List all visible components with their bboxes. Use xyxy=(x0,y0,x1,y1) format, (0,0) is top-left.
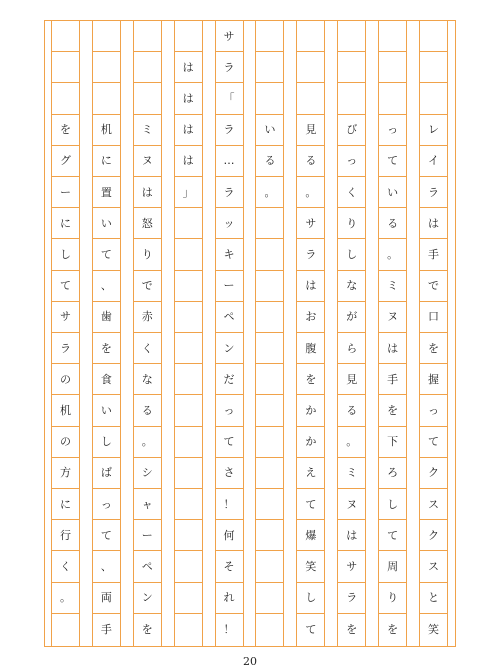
grid-cell: て xyxy=(297,489,324,520)
grid-cell xyxy=(256,614,283,645)
grid-cell: っ xyxy=(338,146,365,177)
grid-cell: ミ xyxy=(338,458,365,489)
grid-cell xyxy=(175,489,202,520)
grid-cell: は xyxy=(338,520,365,551)
grid-cell: て xyxy=(93,520,120,551)
grid-cell xyxy=(338,83,365,114)
grid-cell xyxy=(256,427,283,458)
grid-cell: り xyxy=(134,239,161,270)
grid-cell: 握 xyxy=(420,364,447,395)
grid-cell xyxy=(379,21,406,52)
grid-cell: れ xyxy=(216,583,243,614)
grid-cell xyxy=(420,52,447,83)
grid-cell xyxy=(175,271,202,302)
grid-cell: ャ xyxy=(134,489,161,520)
grid-cell: 。 xyxy=(134,427,161,458)
grid-cell: 手 xyxy=(100,622,112,636)
grid-cell: の xyxy=(52,364,79,395)
grid-cell: か xyxy=(297,427,324,458)
grid-cell: 手 xyxy=(379,364,406,395)
grid-cell: っ xyxy=(420,395,447,426)
grid-cell: る xyxy=(134,395,161,426)
grid-cell: し xyxy=(338,239,365,270)
grid-cell: ろ xyxy=(379,458,406,489)
grid-cell: し xyxy=(379,489,406,520)
grid-cell: … xyxy=(216,146,243,177)
grid-cell: ミ xyxy=(379,271,406,302)
grid-cell: ー xyxy=(52,177,79,208)
grid-cell: シ xyxy=(134,458,161,489)
grid-cell: を xyxy=(52,115,79,146)
grid-cell: 」 xyxy=(175,177,202,208)
grid-cell xyxy=(420,83,447,114)
grid-cell xyxy=(93,83,120,114)
grid-cell: ヌ xyxy=(338,489,365,520)
grid-cell: サ xyxy=(52,302,79,333)
grid-cell: し xyxy=(52,239,79,270)
grid-cell: 見 xyxy=(338,364,365,395)
grid-cell: ス xyxy=(420,489,447,520)
grid-cell xyxy=(256,583,283,614)
grid-cell xyxy=(256,21,283,52)
grid-cell: ラ xyxy=(338,583,365,614)
grid-cell: ら xyxy=(338,333,365,364)
grid-cell: ー xyxy=(134,520,161,551)
grid-cell xyxy=(256,458,283,489)
grid-cell: ラ xyxy=(216,52,243,83)
grid-cell: の xyxy=(52,427,79,458)
grid-cell: サ xyxy=(338,551,365,582)
grid-cell: び xyxy=(338,115,365,146)
grid-cell: ン xyxy=(134,583,161,614)
grid-cell: 手 xyxy=(420,239,447,270)
grid-cell: と xyxy=(420,583,447,614)
grid-cell: 下 xyxy=(379,427,406,458)
grid-cell xyxy=(93,21,120,52)
grid-cell: に xyxy=(52,489,79,520)
grid-cell: は xyxy=(175,146,202,177)
grid-cell: 机 xyxy=(93,115,120,146)
grid-cell: 机 xyxy=(52,395,79,426)
grid-cell: て xyxy=(93,239,120,270)
grid-column xyxy=(337,21,366,646)
grid-cell xyxy=(134,52,161,83)
grid-cell: 口 xyxy=(420,302,447,333)
grid-cell: を xyxy=(420,333,447,364)
grid-cell: ン xyxy=(216,333,243,364)
grid-cell: ー xyxy=(216,271,243,302)
grid-cell: ペ xyxy=(216,302,243,333)
grid-cell xyxy=(175,520,202,551)
grid-cell: 。 xyxy=(297,177,324,208)
grid-cell: に xyxy=(52,208,79,239)
grid-cell xyxy=(256,83,283,114)
grid-column xyxy=(255,21,284,646)
grid-cell: て xyxy=(305,622,317,636)
grid-cell xyxy=(93,52,120,83)
grid-cell xyxy=(256,395,283,426)
grid-cell: り xyxy=(379,583,406,614)
grid-cell: い xyxy=(379,177,406,208)
grid-cell: 見 xyxy=(297,115,324,146)
grid-cell: い xyxy=(93,395,120,426)
grid-cell: を xyxy=(93,333,120,364)
grid-cell: は xyxy=(175,115,202,146)
grid-cell xyxy=(256,551,283,582)
grid-cell: く xyxy=(134,333,161,364)
grid-cell xyxy=(134,21,161,52)
grid-cell: て xyxy=(379,146,406,177)
grid-cell xyxy=(297,52,324,83)
grid-cell: 赤 xyxy=(134,302,161,333)
grid-cell: お xyxy=(297,302,324,333)
grid-cell: り xyxy=(338,208,365,239)
grid-cell xyxy=(175,333,202,364)
grid-cell xyxy=(256,271,283,302)
grid-cell: ラ xyxy=(52,333,79,364)
grid-cell: か xyxy=(297,395,324,426)
grid-cell xyxy=(175,239,202,270)
grid-cell xyxy=(175,302,202,333)
grid-cell xyxy=(379,52,406,83)
grid-cell: が xyxy=(338,302,365,333)
grid-cell: を xyxy=(387,622,399,636)
grid-cell: ミ xyxy=(134,115,161,146)
grid-cell xyxy=(256,52,283,83)
grid-cell: そ xyxy=(216,551,243,582)
grid-cell: ラ xyxy=(216,115,243,146)
grid-cell xyxy=(134,83,161,114)
grid-cell: 歯 xyxy=(93,302,120,333)
grid-cell: 腹 xyxy=(297,333,324,364)
grid-cell: ヌ xyxy=(379,302,406,333)
grid-column xyxy=(419,21,448,646)
grid-column xyxy=(215,21,244,646)
grid-cell: て xyxy=(52,271,79,302)
grid-cell: ラ xyxy=(420,177,447,208)
grid-cell: サ xyxy=(216,21,243,52)
grid-cell xyxy=(256,489,283,520)
grid-cell: く xyxy=(338,177,365,208)
grid-cell: ラ xyxy=(297,239,324,270)
grid-cell xyxy=(338,21,365,52)
grid-column xyxy=(378,21,407,646)
grid-cell xyxy=(175,364,202,395)
grid-cell: を xyxy=(141,622,153,636)
grid-cell: を xyxy=(346,622,358,636)
grid-cell: を xyxy=(297,364,324,395)
grid-cell xyxy=(420,21,447,52)
grid-cell: 両 xyxy=(93,583,120,614)
grid-cell: 「 xyxy=(216,83,243,114)
grid-cell: を xyxy=(379,395,406,426)
grid-cell: い xyxy=(93,208,120,239)
grid-cell xyxy=(52,614,79,645)
grid-cell xyxy=(256,333,283,364)
grid-cell: 置 xyxy=(93,177,120,208)
grid-cell xyxy=(256,364,283,395)
grid-cell xyxy=(175,208,202,239)
grid-cell: 爆 xyxy=(297,520,324,551)
grid-cell: 。 xyxy=(52,583,79,614)
grid-column xyxy=(51,21,80,646)
grid-cell: る xyxy=(379,208,406,239)
grid-cell: 。 xyxy=(338,427,365,458)
grid-cell: い xyxy=(256,115,283,146)
grid-cell xyxy=(175,427,202,458)
grid-cell xyxy=(338,52,365,83)
grid-cell: サ xyxy=(297,208,324,239)
grid-cell: レ xyxy=(420,115,447,146)
grid-cell xyxy=(379,83,406,114)
grid-cell: 何 xyxy=(216,520,243,551)
grid-cell: っ xyxy=(379,115,406,146)
grid-cell: ク xyxy=(420,520,447,551)
grid-cell: く xyxy=(52,551,79,582)
grid-cell xyxy=(256,520,283,551)
grid-cell: ッ xyxy=(216,208,243,239)
grid-cell: え xyxy=(297,458,324,489)
grid-cell: 怒 xyxy=(134,208,161,239)
grid-cell: ！ xyxy=(216,489,243,520)
grid-cell xyxy=(52,21,79,52)
grid-cell: イ xyxy=(420,146,447,177)
grid-cell: ヌ xyxy=(134,146,161,177)
grid-column xyxy=(92,21,121,646)
grid-cell: 、 xyxy=(93,551,120,582)
grid-cell: は xyxy=(134,177,161,208)
grid-cell: 行 xyxy=(52,520,79,551)
grid-cell: ラ xyxy=(216,177,243,208)
grid-cell xyxy=(256,302,283,333)
grid-cell: グ xyxy=(52,146,79,177)
grid-cell xyxy=(256,208,283,239)
grid-cell xyxy=(297,21,324,52)
grid-cell: は xyxy=(175,83,202,114)
grid-cell: だ xyxy=(216,364,243,395)
grid-cell xyxy=(297,83,324,114)
grid-cell: 笑 xyxy=(297,551,324,582)
grid-cell: キ xyxy=(216,239,243,270)
grid-cell xyxy=(52,83,79,114)
grid-cell: ク xyxy=(420,458,447,489)
grid-cell: 笑 xyxy=(428,622,440,636)
grid-cell: て xyxy=(420,427,447,458)
grid-cell: で xyxy=(134,271,161,302)
grid-cell xyxy=(175,395,202,426)
grid-cell: な xyxy=(134,364,161,395)
grid-cell: で xyxy=(420,271,447,302)
grid-cell: さ xyxy=(216,458,243,489)
grid-cell xyxy=(175,614,202,645)
grid-cell: は xyxy=(175,52,202,83)
grid-cell: 。 xyxy=(379,239,406,270)
grid-cell: て xyxy=(379,520,406,551)
grid-cell xyxy=(175,551,202,582)
grid-cell: 。 xyxy=(256,177,283,208)
grid-cell: っ xyxy=(216,395,243,426)
grid-column xyxy=(133,21,162,646)
grid-cell: し xyxy=(297,583,324,614)
grid-cell: な xyxy=(338,271,365,302)
grid-cell: 周 xyxy=(379,551,406,582)
grid-cell: ス xyxy=(420,551,447,582)
grid-cell: に xyxy=(93,146,120,177)
grid-cell xyxy=(175,21,202,52)
page-number: 20 xyxy=(243,655,257,668)
grid-cell: っ xyxy=(93,489,120,520)
grid-cell: 食 xyxy=(93,364,120,395)
grid-cell: ！ xyxy=(223,622,235,636)
grid-cell: は xyxy=(297,271,324,302)
grid-cell: る xyxy=(297,146,324,177)
grid-cell: る xyxy=(338,395,365,426)
grid-cell: し xyxy=(93,427,120,458)
grid-cell: は xyxy=(379,333,406,364)
grid-cell xyxy=(175,583,202,614)
grid-cell: ペ xyxy=(134,551,161,582)
grid-cell: 、 xyxy=(93,271,120,302)
manuscript-grid xyxy=(44,20,456,647)
grid-cell: は xyxy=(420,208,447,239)
grid-cell xyxy=(175,458,202,489)
grid-column xyxy=(296,21,325,646)
grid-cell xyxy=(256,239,283,270)
grid-cell: て xyxy=(216,427,243,458)
grid-cell: ば xyxy=(93,458,120,489)
grid-column xyxy=(174,21,203,646)
grid-cell: る xyxy=(256,146,283,177)
grid-cell: 方 xyxy=(52,458,79,489)
grid-cell xyxy=(52,52,79,83)
